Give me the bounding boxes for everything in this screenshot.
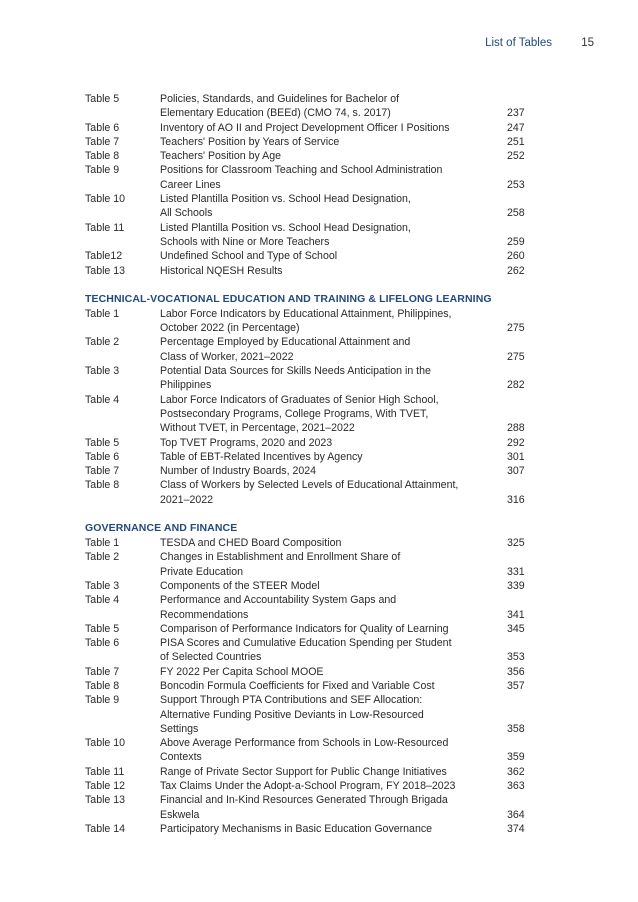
table-title-line: October 2022 (in Percentage): [160, 322, 300, 335]
table-title: [160, 364, 507, 393]
table-title-line: Number of Industry Boards, 2024: [160, 465, 317, 478]
table-title-line: Tax Claims Under the Adopt-a-School Program, FY 2018–2023: [160, 780, 456, 793]
toc-entry[interactable]: [85, 636, 545, 665]
table-title: [160, 436, 507, 450]
toc-entry[interactable]: [85, 163, 545, 192]
table-number: Table 6: [85, 637, 120, 650]
table-title: [160, 622, 507, 636]
table-title-line: Settings: [160, 722, 199, 735]
page-number: 258: [507, 207, 525, 220]
table-title-line: All Schools: [160, 207, 213, 220]
table-number: Table 13: [85, 794, 126, 807]
table-title-line: Undefined School and Type of School: [160, 250, 338, 263]
table-title: [160, 335, 507, 364]
toc-entry[interactable]: [85, 335, 545, 364]
table-number: Table 1: [85, 307, 120, 320]
table-title-line: Labor Force Indicators of Graduates of Senior High School,: [160, 393, 439, 406]
toc-entry[interactable]: [85, 307, 545, 336]
section-heading: TECHNICAL-VOCATIONAL EDUCATION AND TRAINING & LIFELONG LEARNING: [85, 292, 492, 305]
toc-entry[interactable]: [85, 221, 545, 250]
toc-entry[interactable]: [85, 622, 545, 636]
table-number: Table12: [85, 250, 123, 263]
table-title: [160, 192, 507, 221]
table-number: Table 8: [85, 679, 120, 692]
header-page-number: 15: [581, 37, 594, 49]
table-number: Table 5: [85, 436, 120, 449]
page-number: 292: [507, 436, 525, 449]
table-title: [160, 765, 507, 779]
page-number: 362: [507, 765, 525, 778]
toc-entry[interactable]: [85, 793, 545, 822]
page-number: 247: [507, 121, 525, 134]
table-title: [160, 693, 507, 736]
page-number: 364: [507, 808, 525, 821]
table-title-line: Contexts: [160, 751, 202, 764]
table-title-line: Policies, Standards, and Guidelines for Bachelor of: [160, 93, 400, 105]
table-title: [160, 464, 507, 478]
page-number: 359: [507, 751, 525, 764]
table-title-line: Labor Force Indicators by Educational Attainment, Philippines,: [160, 307, 452, 320]
table-title-line: Above Average Performance from Schools in Low-Resourced: [160, 737, 449, 750]
table-number: Table 10: [85, 737, 126, 750]
table-title: [160, 149, 507, 163]
table-title: [160, 121, 507, 135]
toc-entry[interactable]: [85, 822, 545, 836]
table-title-line: Components of the STEER Model: [160, 579, 320, 592]
table-number: Table 2: [85, 551, 120, 564]
page-number: 341: [507, 608, 525, 621]
page-number: 363: [507, 780, 525, 793]
page-number: 237: [507, 107, 525, 120]
table-title-line: Eskwela: [160, 808, 200, 821]
page-number: 356: [507, 665, 525, 678]
page-number: 316: [507, 493, 525, 506]
toc-entry[interactable]: [85, 135, 545, 149]
toc-entry[interactable]: [85, 149, 545, 163]
table-number: Table 8: [85, 150, 120, 163]
page-number: 325: [507, 537, 525, 550]
table-title-line: Performance and Accountability System Gaps and: [160, 594, 397, 607]
table-title: [160, 249, 507, 263]
page-number: 353: [507, 651, 525, 664]
table-title: [160, 393, 507, 436]
page-number: 253: [507, 178, 525, 191]
table-title-line: Career Lines: [160, 178, 221, 191]
table-title: [160, 665, 507, 679]
table-title-line: PISA Scores and Cumulative Education Spending per Student: [160, 637, 452, 650]
table-title-line: Changes in Establishment and Enrollment Share of: [160, 551, 401, 564]
table-title-line: Financial and In-Kind Resources Generated Through Brigada: [160, 794, 448, 807]
table-title-line: Class of Worker, 2021–2022: [160, 350, 294, 363]
table-title-line: Positions for Classroom Teaching and School Administration: [160, 164, 443, 177]
table-title: [160, 550, 507, 579]
table-number: Table 7: [85, 665, 120, 678]
table-title: [160, 135, 507, 149]
table-title-line: Range of Private Sector Support for Public Change Initiatives: [160, 765, 447, 778]
toc-entry[interactable]: [85, 779, 545, 793]
page-number: 282: [507, 379, 525, 392]
table-title-line: FY 2022 Per Capita School MOOE: [160, 665, 324, 678]
toc-entry[interactable]: [85, 364, 545, 393]
table-title-line: Inventory of AO II and Project Development Officer I Positions: [160, 121, 450, 134]
running-header: [485, 37, 594, 49]
page-number: 251: [507, 135, 525, 148]
table-number: Table 1: [85, 537, 120, 550]
toc-entry[interactable]: [85, 264, 545, 278]
table-title-line: TESDA and CHED Board Composition: [160, 537, 342, 550]
table-title-line: Support Through PTA Contributions and SEF Allocation:: [160, 694, 423, 707]
page-number: 260: [507, 250, 525, 263]
table-title: [160, 793, 507, 822]
toc-section: [85, 92, 545, 278]
toc-entry[interactable]: [85, 393, 545, 436]
toc-entry[interactable]: [85, 464, 545, 478]
table-title: [160, 779, 507, 793]
table-title-line: Without TVET, in Percentage, 2021–2022: [160, 422, 355, 435]
page-number: 307: [507, 465, 525, 478]
toc-entry[interactable]: [85, 550, 545, 579]
table-title: [160, 536, 507, 550]
table-title-line: Potential Data Sources for Skills Needs Anticipation in the: [160, 365, 431, 378]
table-number: Table 3: [85, 579, 120, 592]
table-title: [160, 736, 507, 765]
page-number: 275: [507, 322, 525, 335]
toc-entry[interactable]: [85, 693, 545, 736]
table-number: Table 5: [85, 622, 120, 635]
table-title: [160, 478, 507, 507]
toc-section: [85, 521, 545, 836]
list-of-tables: [85, 92, 545, 850]
table-number: Table 7: [85, 465, 120, 478]
table-title: [160, 221, 507, 250]
table-number: Table 9: [85, 694, 120, 707]
table-title-line: Class of Workers by Selected Levels of Educational Attainment,: [160, 479, 459, 492]
table-number: Table 5: [85, 93, 120, 105]
table-title-line: Listed Plantilla Position vs. School Head Designation,: [160, 193, 411, 206]
page-number: 275: [507, 350, 525, 363]
table-number: Table 13: [85, 264, 126, 277]
table-title: [160, 579, 507, 593]
page-number: 331: [507, 565, 525, 578]
table-title: [160, 636, 507, 665]
page-number: 252: [507, 150, 525, 163]
table-number: Table 9: [85, 164, 120, 177]
table-title-line: Alternative Funding Positive Deviants in Low-Resourced: [160, 708, 424, 721]
page-number: 259: [507, 235, 525, 248]
page-number: 339: [507, 579, 525, 592]
toc-entry[interactable]: [85, 249, 545, 263]
table-number: Table 10: [85, 193, 126, 206]
toc-entry[interactable]: [85, 665, 545, 679]
toc-entry[interactable]: [85, 436, 545, 450]
table-title-line: Recommendations: [160, 608, 249, 621]
table-title: [160, 163, 507, 192]
table-title-line: Listed Plantilla Position vs. School Head Designation,: [160, 221, 411, 234]
toc-entry[interactable]: [85, 536, 545, 550]
table-number: Table 8: [85, 479, 120, 492]
table-title: [160, 679, 507, 693]
table-number: Table 14: [85, 822, 126, 835]
page-number: 357: [507, 679, 525, 692]
table-number: Table 6: [85, 450, 120, 463]
page-number: 301: [507, 450, 525, 463]
table-title: [160, 92, 507, 121]
table-number: Table 4: [85, 393, 120, 406]
table-number: Table 7: [85, 135, 120, 148]
table-title-line: 2021–2022: [160, 493, 214, 506]
toc-entry[interactable]: [85, 92, 545, 121]
table-title: [160, 822, 507, 836]
header-section-title: List of Tables: [485, 37, 552, 49]
table-title-line: Philippines: [160, 379, 212, 392]
table-title-line: Schools with Nine or More Teachers: [160, 235, 330, 248]
toc-entry[interactable]: [85, 192, 545, 221]
toc-entry[interactable]: [85, 736, 545, 765]
page-number: 358: [507, 722, 525, 735]
table-title: [160, 307, 507, 336]
table-title-line: Comparison of Performance Indicators for Quality of Learning: [160, 622, 449, 635]
toc-entry[interactable]: [85, 478, 545, 507]
table-title: [160, 593, 507, 622]
table-title: [160, 450, 507, 464]
table-title-line: Boncodin Formula Coefficients for Fixed and Variable Cost: [160, 679, 435, 692]
section-heading: GOVERNANCE AND FINANCE: [85, 522, 238, 535]
page-number: 345: [507, 622, 525, 635]
table-title-line: Private Education: [160, 565, 244, 578]
table-title-line: Top TVET Programs, 2020 and 2023: [160, 436, 333, 449]
table-number: Table 11: [85, 765, 125, 778]
table-title-line: Postsecondary Programs, College Programs, With TVET,: [160, 407, 429, 420]
table-number: Table 6: [85, 121, 120, 134]
toc-entry[interactable]: [85, 450, 545, 464]
table-number: Table 11: [85, 221, 125, 234]
toc-entry[interactable]: [85, 121, 545, 135]
table-title-line: Historical NQESH Results: [160, 264, 283, 277]
table-title-line: Table of EBT-Related Incentives by Agency: [160, 450, 363, 463]
table-number: Table 4: [85, 594, 120, 607]
table-title-line: Participatory Mechanisms in Basic Education Governance: [160, 822, 433, 835]
toc-entry[interactable]: [85, 765, 545, 779]
table-title-line: Teachers' Position by Years of Service: [160, 135, 340, 148]
toc-entry[interactable]: [85, 679, 545, 693]
toc-section: [85, 292, 545, 507]
table-title-line: Elementary Education (BEEd) (CMO 74, s. 2017): [160, 107, 391, 120]
page-number: 374: [507, 822, 525, 835]
table-title-line: of Selected Countries: [160, 651, 262, 664]
table-title-line: Teachers' Position by Age: [160, 150, 281, 163]
toc-entry[interactable]: [85, 579, 545, 593]
table-number: Table 3: [85, 365, 120, 378]
toc-entry[interactable]: [85, 593, 545, 622]
table-title-line: Percentage Employed by Educational Attainment and: [160, 336, 411, 349]
table-title: [160, 264, 507, 278]
table-number: Table 2: [85, 336, 120, 349]
page-number: 288: [507, 422, 525, 435]
table-number: Table 12: [85, 780, 126, 793]
page-number: 262: [507, 264, 525, 277]
